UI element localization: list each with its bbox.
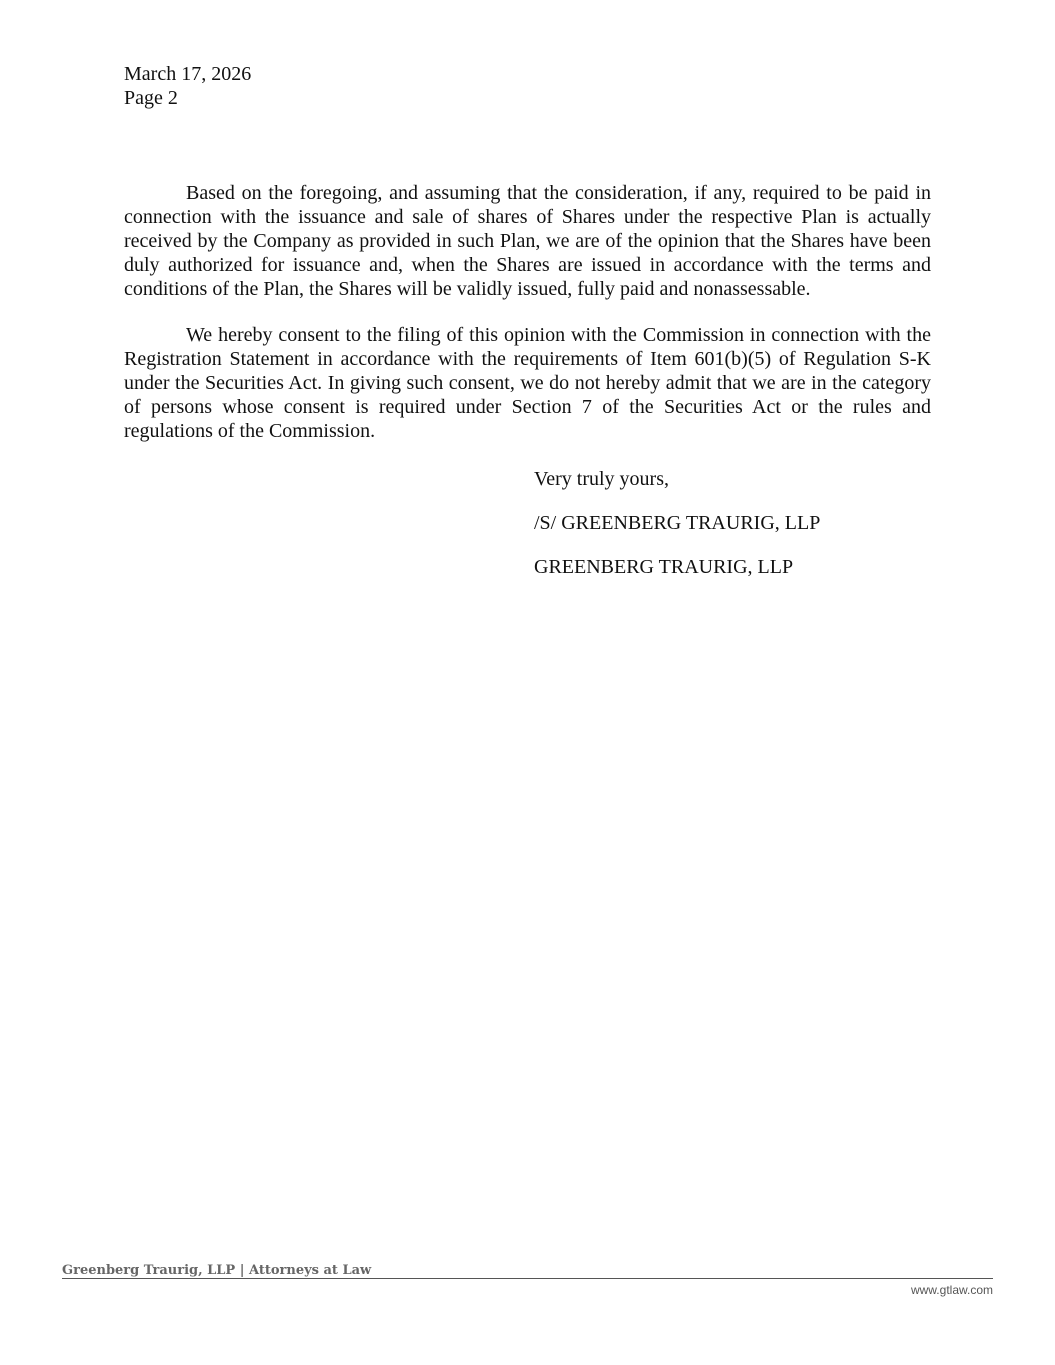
- body-paragraph-consent: We hereby consent to the filing of this opinion with the Commission in connection with the Registration Statement in accordance with the requirements of Item 601(b)(5) of Regulation S-K under the Securities Act. In giving such consent, we do not hereby admit that we are in the category of persons whose consent is required under Section 7 of the Securities Act or the rules and regulations of the Commission.: [124, 324, 931, 442]
- letter-header: [124, 62, 251, 110]
- footer-firm-name: Greenberg Traurig, LLP | Attorneys at Law: [62, 1263, 372, 1278]
- body-paragraph-opinion: Based on the foregoing, and assuming that the consideration, if any, required to be paid in connection with the issuance and sale of shares of Shares under the respective Plan is actually received by the Company as provided in such Plan, we are of the opinion that the Shares have been duly authorized for issuance and, when the Shares are issued in accordance with the terms and conditions of the Plan, the Shares will be validly issued, fully paid and nonassessable.: [124, 182, 931, 300]
- closing-salutation: Very truly yours,: [534, 468, 669, 490]
- letter-date: March 17, 2026: [124, 63, 252, 85]
- signature-line: /S/ GREENBERG TRAURIG, LLP: [534, 512, 821, 534]
- page-number: Page 2: [124, 87, 178, 109]
- signer-name: GREENBERG TRAURIG, LLP: [534, 556, 794, 578]
- footer-website: www.gtlaw.com: [910, 1283, 993, 1297]
- footer-divider: [62, 1278, 993, 1279]
